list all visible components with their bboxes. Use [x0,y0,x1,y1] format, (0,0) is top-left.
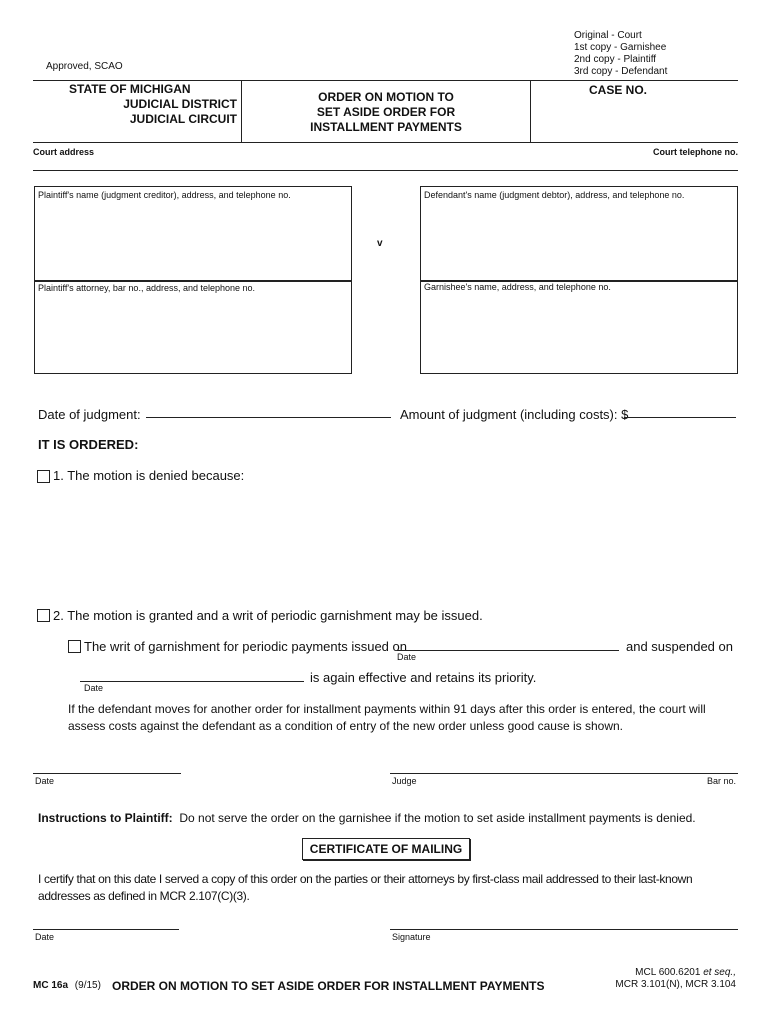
mcl-citation [560,967,736,979]
suspended-on-text: and suspended on [626,639,733,654]
attorney-box[interactable] [34,280,352,374]
mcl-et-seq: et seq., [703,967,736,978]
judge-caption: Judge [392,776,417,786]
court-address-rule [33,170,738,171]
court-address-label: Court address [33,147,95,157]
date-of-judgment-label: Date of judgment: [38,407,141,422]
again-effective-text: is again effective and retains its priority. [310,670,537,685]
cert-signature-caption: Signature [392,932,431,942]
attorney-label: Plaintiff's attorney, bar no., address, and telephone no. [38,283,256,293]
item2-text: 2. The motion is granted and a writ of periodic garnishment may be issued. [53,608,483,623]
mcr-citation: MCR 3.101(N), MCR 3.104 [615,979,736,990]
mcl-number: MCL 600.6201 [635,967,701,978]
plaintiff-label: Plaintiff's name (judgment creditor), address, and telephone no. [38,190,291,200]
footer-citations [560,967,736,991]
cert-date-caption: Date [35,932,55,942]
footer-title: ORDER ON MOTION TO SET ASIDE ORDER FOR INSTALLMENT PAYMENTS [112,979,545,993]
instructions-text: Do not serve the order on the garnishee if the motion to set aside installment payments is denied. [179,811,696,825]
copy-line: 2nd copy - Plaintiff [574,54,657,65]
form-id [33,980,101,991]
suspended-date-field[interactable] [80,681,304,682]
copy-line: Original - Court [574,30,642,41]
copy-line: 1st copy - Garnishee [574,42,667,53]
header-bottom-rule [33,142,738,143]
amount-of-judgment-field[interactable] [624,417,736,418]
writ-issued-date-field[interactable] [397,650,619,651]
form-revision: (9/15) [74,980,101,991]
cert-date-field[interactable] [33,929,179,930]
item1-checkbox[interactable] [37,470,50,483]
versus-label: v [377,238,383,249]
court-phone-label: Court telephone no. [653,147,738,157]
header-top-rule [33,80,738,81]
form-title-line: ORDER ON MOTION TO [318,90,454,104]
writ-issued-date-caption: Date [397,652,417,662]
amount-of-judgment-label: Amount of judgment (including costs): $ [400,407,629,422]
order-date-field[interactable] [33,773,181,774]
defendant-label: Defendant's name (judgment debtor), address, and telephone no. [424,190,685,200]
circuit-label: JUDICIAL CIRCUIT [129,112,237,126]
case-number-label: CASE NO. [588,83,647,97]
certificate-title: CERTIFICATE OF MAILING [309,842,463,856]
copy-line: 3rd copy - Defendant [574,66,668,77]
it-is-ordered-heading: IT IS ORDERED: [38,437,139,452]
approved-scao: Approved, SCAO [46,61,123,72]
order-date-caption: Date [35,776,55,786]
garnishee-box[interactable] [420,280,738,374]
date-of-judgment-field[interactable] [146,417,391,418]
writ-checkbox[interactable] [68,640,81,653]
certify-paragraph: I certify that on this date I served a copy of this order on the parties or their attorneys by first-class mail addressed to their last-known addresses as defined in MCR 2.107(C)(3). [38,872,693,903]
certificate-title-box [302,838,470,860]
state-name: STATE OF MICHIGAN [69,82,191,96]
item2-checkbox[interactable] [37,609,50,622]
bar-no-caption: Bar no. [706,776,736,786]
item1-text: 1. The motion is denied because: [53,468,245,483]
copy-distribution [574,30,764,78]
instructions [38,810,738,826]
cert-signature-field[interactable] [390,929,738,930]
district-label: JUDICIAL DISTRICT [123,97,237,111]
suspended-date-caption: Date [84,683,104,693]
writ-text: The writ of garnishment for periodic payments issued on [84,639,407,654]
form-number: MC 16a [33,980,69,991]
garnishee-label: Garnishee's name, address, and telephone no. [424,282,611,292]
instructions-label: Instructions to Plaintiff: [38,811,173,825]
judge-signature-field[interactable] [390,773,738,774]
costs-paragraph: If the defendant moves for another order for installment payments within 91 days after this order is entered, the court will assess costs against the defendant as a condition of entry of the new order unless good cause is shown. [68,702,706,733]
form-title [242,90,530,135]
form-title-line: INSTALLMENT PAYMENTS [310,120,462,134]
state-block [33,82,237,127]
form-title-line: SET ASIDE ORDER FOR [316,105,456,119]
